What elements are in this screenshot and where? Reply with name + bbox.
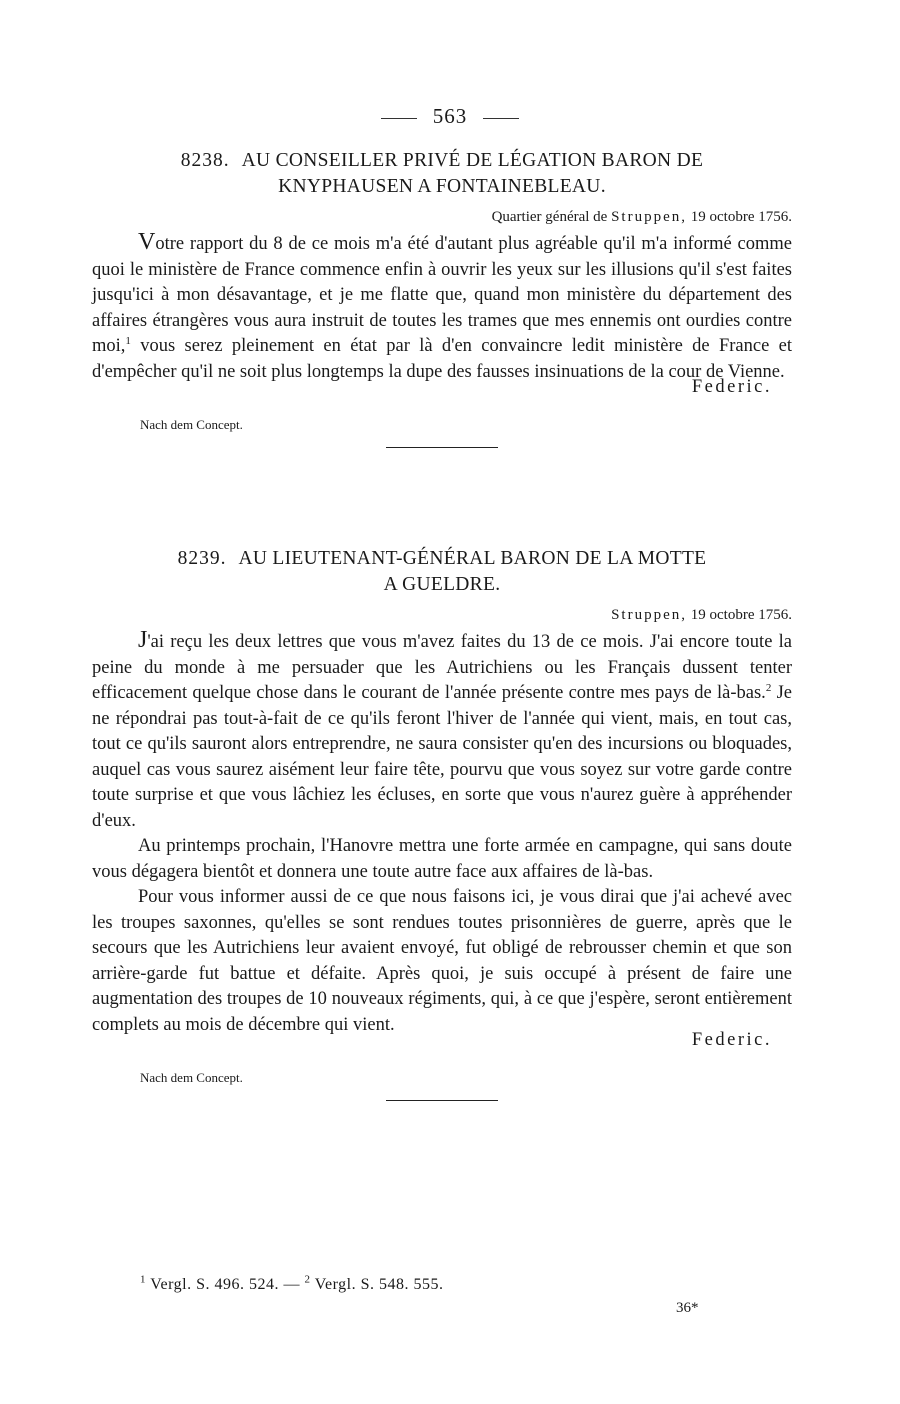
- footnote-text: Vergl. S. 496. 524. —: [150, 1276, 300, 1293]
- signature: Federic.: [691, 377, 772, 397]
- page-number: 563: [432, 104, 468, 128]
- footnote-ref: 2: [765, 681, 772, 694]
- place-date: [92, 604, 792, 626]
- closing-row: [92, 1030, 792, 1064]
- letter-title-text: AU LIEUTENANT-GÉNÉRAL BARON DE LA MOTTE: [238, 548, 707, 569]
- source-note: Nach dem Concept.: [140, 1070, 243, 1085]
- paragraph: Au printemps prochain, l'Hanovre mettra une forte armée en campagne, qui sans doute vous dégagera bientôt et donnera une toute autre face aux affaires de là-bas.: [92, 836, 792, 882]
- initial-letter: J: [138, 627, 148, 653]
- closing-row: [92, 377, 792, 411]
- paragraph-text: otre rapport du 8 de ce mois m'a été d'autant plus agréable qu'il m'a informé comme quoi le ministère de France commence enfin à ouvrir les yeux sur les illusions qu'il s'est faites jusqu'ici à mon désavantage, et je me flatte que, quand mon ministère du département des affaires étrangères vous aura instruit de toutes les trames que mes ennemis ont ourdies contre moi,: [92, 234, 792, 356]
- letter-number: 8238.: [180, 150, 230, 171]
- letter-8238: [92, 148, 792, 448]
- footnote-mark: 1: [140, 1273, 146, 1286]
- letter-title-line-1: [92, 546, 792, 572]
- source-note: Nach dem Concept.: [140, 417, 243, 432]
- letter-body: [92, 628, 792, 1038]
- section-divider: [386, 1100, 498, 1101]
- letter-8239: [92, 546, 792, 1101]
- sheet-signature-mark: 36*: [676, 1300, 699, 1316]
- letter-title-line-2: KNYPHAUSEN A FONTAINEBLEAU.: [278, 176, 606, 197]
- header-dash-right: [483, 118, 519, 119]
- letter-title-line-2: A GUELDRE.: [383, 574, 501, 595]
- paragraph: Pour vous informer aussi de ce que nous faisons ici, je vous dirai que j'ai achevé avec les troupes saxonnes, qu'elles se sont rendues toutes prisonnières de guerre, après que le secours que les Autrichiens leur avaient envoyé, fut obligé de rebrousser chemin et que son arrière-garde fut battue et défaite. Après quoi, je suis occupé à présent de faire une augmentation des troupes de 10 nouveaux régiments, qui, à ce que j'espère, seront entièrement complets au mois de décembre qui vient.: [92, 887, 792, 1035]
- place-prefix: Quartier général de: [491, 209, 608, 225]
- paragraph: [92, 230, 792, 385]
- signature: Federic.: [691, 1030, 772, 1050]
- letter-body: [92, 230, 792, 385]
- footnote-mark: 2: [304, 1273, 311, 1286]
- place-date: [92, 206, 792, 228]
- paragraph-text-continued: Je ne répondrai pas tout-à-fait de ce qu'ils feront l'hiver de l'année qui vient, mais, en tout cas, tout ce qu'ils sauront alors entreprendre, ne saura consister qu'en des incursions ou bloquades, auquel cas vous saurez aisément leur faire tête, pourvu que vous soyez sur votre garde contre toute surprise et que vous lâchiez les écluses, en sorte que vous n'aurez guère à appréhender d'eux.: [92, 683, 792, 831]
- initial-letter: V: [138, 229, 156, 255]
- paragraph-text-continued: vous serez pleinement en état par là d'en convaincre ledit ministère de France et d'empêcher qu'il ne soit plus longtemps la dupe des fausses insinuations de la cour de Vienne.: [92, 336, 792, 382]
- letter-date: 19 octobre 1756.: [690, 607, 792, 623]
- footnotes: [140, 1273, 444, 1294]
- page-header: [0, 104, 900, 129]
- letter-title: [92, 148, 792, 200]
- footnote-ref: 1: [125, 334, 131, 347]
- footnote-text: Vergl. S. 548. 555.: [314, 1276, 444, 1293]
- paragraph: [92, 628, 792, 834]
- letter-number: 8239.: [177, 548, 227, 569]
- letter-title: [92, 546, 792, 598]
- place-name: Struppen,: [611, 607, 688, 623]
- section-divider: [386, 447, 498, 448]
- paragraph-text: 'ai reçu les deux lettres que vous m'avez faites du 13 de ce mois. J'ai encore toute la peine du monde à me persuader que les Autrichiens ou les Français dussent tenter efficacement quelque chose dans le courant de l'année présente contre mes pays de là-bas.: [92, 632, 792, 703]
- place-name: Struppen,: [611, 209, 688, 225]
- letter-date: 19 octobre 1756.: [690, 209, 792, 225]
- letter-title-text: AU CONSEILLER PRIVÉ DE LÉGATION BARON DE: [241, 150, 704, 171]
- header-dash-left: [381, 118, 417, 119]
- letter-title-line-1: [92, 148, 792, 174]
